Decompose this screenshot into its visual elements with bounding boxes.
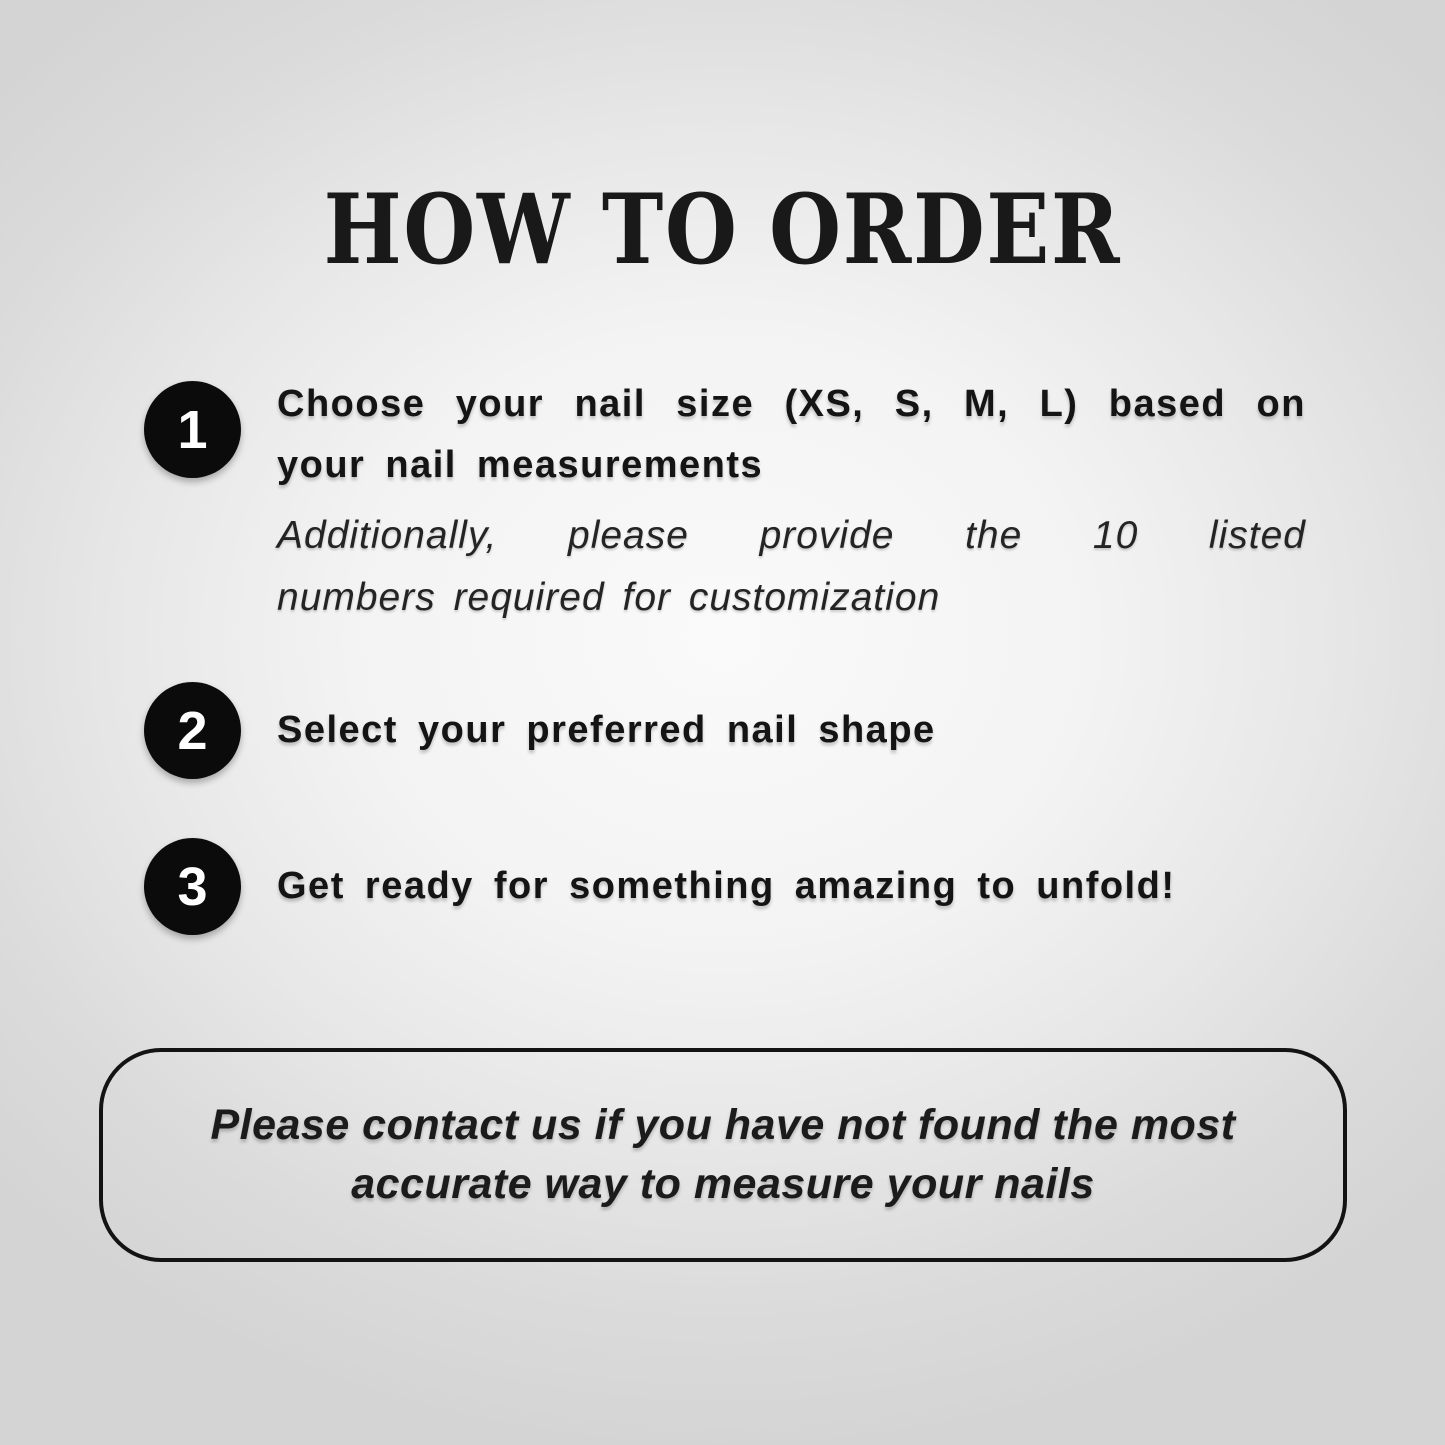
step-2-number-badge — [144, 682, 241, 779]
step-2-number: 2 — [177, 700, 208, 761]
step-3-text: Get ready for something amazing to unfold! — [277, 865, 1176, 907]
step-3-number-badge — [144, 838, 241, 935]
contact-note-text: Please contact us if you have not found the most accurate way to measure your nails — [210, 1101, 1236, 1208]
step-1-row — [144, 381, 1306, 496]
step-1-text: Choose your nail size (XS, S, M, L) based on your nail measurements — [277, 383, 1306, 486]
step-3-row — [144, 838, 1175, 935]
contact-note-box — [99, 1048, 1347, 1262]
step-3-number: 3 — [177, 856, 208, 917]
step-1-number: 1 — [177, 399, 208, 460]
step-2-text: Select your preferred nail shape — [277, 709, 936, 751]
step-2-row — [144, 682, 936, 779]
step-1-number-badge — [144, 381, 241, 478]
page-title: HOW TO ORDER — [323, 173, 1122, 286]
step-1-note: Additionally, please provide the 10 listed numbers required for customization — [277, 514, 1306, 619]
